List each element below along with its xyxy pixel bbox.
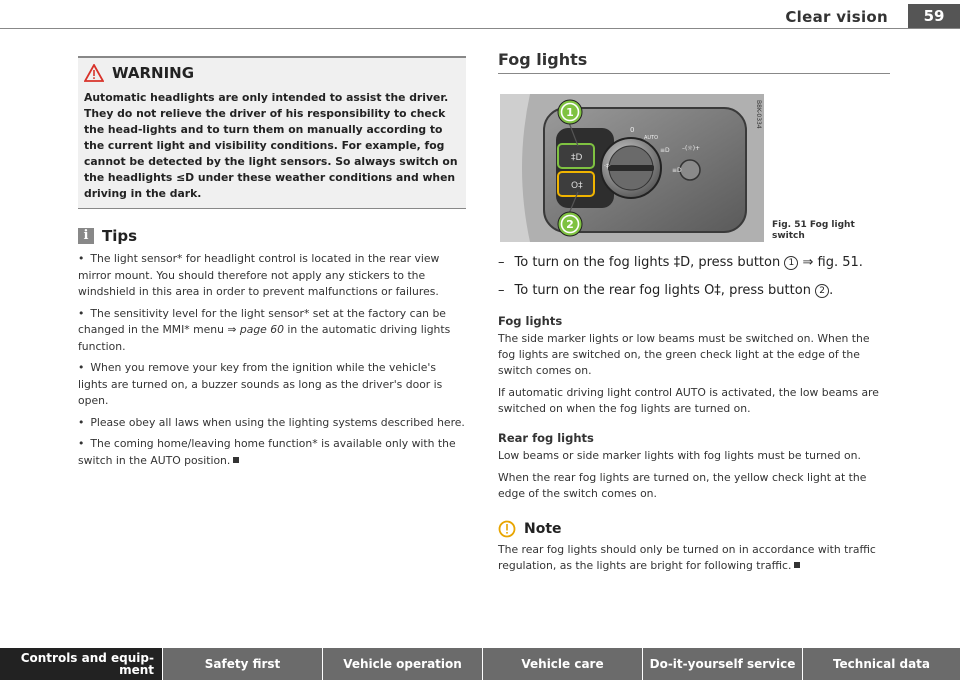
bullet: • — [78, 415, 85, 429]
note-body: The rear fog lights should only be turned on in accordance with traffic regulation, as the lights are bright for following traffic. — [498, 543, 876, 572]
warning-text: Automatic headlights are only intended to assist the driver. They do not relieve the driver of his responsibility to check the head-lights and to turn them on manually according to the current light and visibility conditions. For example, fog cannot be detected by the light sensors. So always switch on the headlights ≤D under these weather conditions and when driving in the dark. — [84, 91, 458, 200]
figure-caption-line: switch — [772, 231, 805, 241]
callout-1: 1 — [566, 106, 574, 119]
tip-item — [78, 306, 466, 356]
page-reference-link[interactable]: page 60 — [239, 323, 284, 336]
note-header — [498, 520, 890, 538]
paragraph: If automatic driving light control AUTO is activated, the low beams are switched on when the fog lights are turned on. — [498, 386, 879, 415]
section-title: Fog lights — [498, 50, 890, 74]
button-number-badge: 2 — [815, 284, 829, 298]
figure — [498, 94, 890, 244]
warning-header — [84, 64, 460, 82]
figure-caption — [772, 220, 855, 242]
page-number: 59 — [908, 4, 960, 28]
section-end-mark — [794, 562, 800, 568]
bullet: • — [78, 252, 85, 265]
tab-do-it-yourself-service[interactable]: Do-it-yourself service — [642, 648, 802, 680]
instruction-step — [498, 254, 890, 272]
chapter-title: Clear vision — [785, 8, 888, 26]
instruction-step — [498, 282, 890, 300]
tip-text: When you remove your key from the ignition while the vehicle's lights are turned on, a buzzer sounds as long as the driver's door is open. — [78, 361, 443, 407]
tip-item — [78, 360, 466, 410]
header-rule — [0, 28, 960, 29]
tab-controls-and-equipment[interactable]: Controls and equip-ment — [0, 648, 162, 680]
step-text: To turn on the rear fog lights O‡, press button — [514, 283, 816, 298]
note-text — [498, 542, 890, 574]
tip-text: The coming home/leaving home function* is available only with the switch in the AUTO position. — [78, 437, 456, 467]
note-icon — [498, 520, 516, 538]
figure-code: B8K-0334 — [755, 100, 762, 129]
tab-vehicle-care[interactable]: Vehicle care — [482, 648, 642, 680]
step-text: . — [829, 283, 834, 298]
tip-item — [78, 436, 466, 469]
warning-title: WARNING — [112, 64, 195, 82]
button-number-badge: 1 — [784, 256, 798, 270]
tip-text: The sensitivity level for the light sensor* set at the factory can be changed in the MMI* menu ⇒ — [78, 306, 446, 336]
paragraph: The side marker lights or low beams must be switched on. When the fog lights are switched on, the green check light at the edge of the switch comes on. — [498, 332, 870, 377]
tip-item — [78, 415, 466, 432]
fog-light-switch-illustration — [500, 94, 764, 242]
bullet: • — [78, 306, 85, 320]
svg-text:≡D: ≡D — [672, 167, 682, 174]
paragraph: When the rear fog lights are turned on, the yellow check light at the edge of the switch comes on. — [498, 471, 867, 500]
paragraph: Low beams or side marker lights with fog lights must be turned on. — [498, 449, 861, 462]
bullet: • — [78, 437, 85, 450]
svg-text:‡D: ‡D — [571, 153, 583, 163]
dash: – — [498, 255, 505, 270]
right-column — [498, 50, 890, 580]
tab-technical-data[interactable]: Technical data — [802, 648, 960, 680]
figure-caption-line: Fig. 51 Fog light — [772, 220, 855, 230]
warning-box — [78, 56, 466, 209]
warning-triangle-icon — [84, 64, 104, 82]
figure-reference-link[interactable]: ⇒ fig. 51. — [798, 255, 863, 270]
svg-text:·‡·: ·‡· — [604, 163, 611, 170]
subheading: Rear fog lights — [498, 431, 594, 445]
tab-safety-first[interactable]: Safety first — [162, 648, 322, 680]
section-end-mark — [233, 457, 239, 463]
svg-text:≡D: ≡D — [660, 147, 670, 154]
tip-text: Please obey all laws when using the lighting systems described here. — [90, 415, 465, 429]
left-column — [78, 56, 466, 474]
step-text: To turn on the fog lights ‡D, press button — [514, 255, 785, 270]
tab-vehicle-operation[interactable]: Vehicle operation — [322, 648, 482, 680]
callout-2: 2 — [566, 218, 574, 231]
svg-text:O‡: O‡ — [571, 181, 583, 191]
switch-o-label: 0 — [630, 126, 635, 134]
bullet: • — [78, 361, 85, 374]
note-title: Note — [524, 521, 562, 537]
subheading: Fog lights — [498, 314, 563, 328]
info-icon: i — [78, 228, 94, 244]
svg-text:–(☼)+: –(☼)+ — [682, 145, 701, 152]
tips-header — [78, 227, 466, 245]
chapter-tab-bar — [0, 648, 960, 680]
dash: – — [498, 283, 505, 298]
switch-auto-label: AUTO — [644, 135, 659, 141]
tips-title: Tips — [102, 227, 138, 245]
tip-text: in the automatic driving lights function. — [78, 323, 451, 353]
tip-text: The light sensor* for headlight control is located in the rear view mirror mount. You should therefore not apply any stickers to the windshield in this area in order to prevent malfunctions or failures. — [78, 252, 440, 298]
tip-item — [78, 251, 466, 301]
